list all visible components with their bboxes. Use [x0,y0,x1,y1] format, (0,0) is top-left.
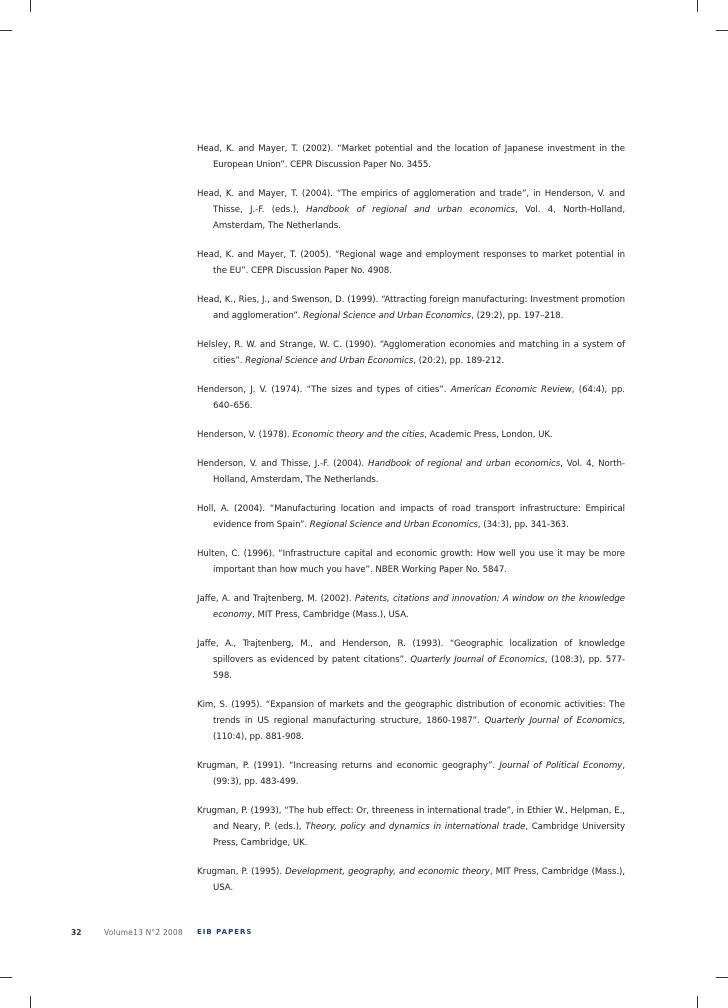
reference-item: Head, K. and Mayer, T. (2005). “Regional wage and employment responses to market potential in the EU”. CEPR Discussion Paper No. 4908. [197,250,625,276]
reference-item: Head, K. and Mayer, T. (2002). “Market potential and the location of Japanese investment in the European Union”. CEPR Discussion Paper No. 3455. [197,144,625,170]
crop-mark [30,996,31,1008]
reference-item: Krugman, P. (1993), “The hub effect: Or, threeness in international trade”, in Ethier W., Helpman, E., and Neary, P. (eds.), Theory, policy and dynamics in international trade, Cambridge University Press, Cambridge, UK. [197,806,625,848]
volume-label: Volume13 N°2 2008 [104,928,183,937]
reference-item: Jaffe, A., Trajtenberg, M., and Henderson, R. (1993). “Geographic localization of knowledge spillovers as evidenced by patent citations”. Quarterly Journal of Economics, (108:3), pp. 577-598. [197,639,626,681]
reference-item: Hulten, C. (1996). “Infrastructure capital and economic growth: How well you use it may be more important than how much you have”. NBER Working Paper No. 5847. [197,549,625,575]
crop-mark [0,30,12,31]
reference-item: Kim, S. (1995). “Expansion of markets and the geographic distribution of economic activities: The trends in US regional manufacturing structure, 1860-1987”. Quarterly Journal of Economics, (110:4), pp. 881-908. [197,700,625,742]
crop-mark [697,0,698,12]
reference-item: Holl, A. (2004). “Manufacturing location and impacts of road transport infrastructure: Empirical evidence from Spain”. Regional Science and Urban Economics, (34:3), pp. 341-363. [197,504,625,530]
crop-mark [716,977,728,978]
crop-mark [30,0,31,12]
reference-item: Jaffe, A. and Trajtenberg, M. (2002). Patents, citations and innovation: A window on the knowledge economy, MIT Press, Cambridge (Mass.), USA. [197,594,625,620]
reference-item: Krugman, P. (1995). Development, geography, and economic theory, MIT Press, Cambridge (Mass.), USA. [197,867,625,893]
reference-item: Henderson, V. (1978). Economic theory and the cities, Academic Press, London, UK. [197,430,553,440]
reference-item: Head, K., Ries, J., and Swenson, D. (1999). “Attracting foreign manufacturing: Investment promotion and agglomeration”. Regional Science and Urban Economics, (29:2), pp. 197–218. [197,295,625,321]
reference-item: Henderson, V. and Thisse, J.-F. (2004). Handbook of regional and urban economics, Vol. 4, North-Holland, Amsterdam, The Netherlands. [197,459,625,485]
reference-item: Helsley, R. W. and Strange, W. C. (1990). “Agglomeration economies and matching in a system of cities”. Regional Science and Urban Economics, (20:2), pp. 189-212. [197,340,625,366]
reference-item: Head, K. and Mayer, T. (2004). “The empirics of agglomeration and trade”, in Henderson, V. and Thisse, J.-F. (eds.), Handbook of regional and urban economics, Vol. 4, North-Holland, Amsterdam, The Netherlands. [197,189,626,231]
crop-mark [0,977,12,978]
reference-list [197,141,625,909]
crop-mark [716,30,728,31]
reference-item: Henderson, J. V. (1974). “The sizes and types of cities”. American Economic Review, (64:4), pp. 640–656. [197,385,625,411]
publication-name: EIB PAPERS [197,928,253,936]
reference-item: Krugman, P. (1991). “Increasing returns and economic geography”. Journal of Political Economy, (99:3), pp. 483-499. [197,761,625,787]
page-number: 32 [71,928,82,937]
crop-mark [697,996,698,1008]
